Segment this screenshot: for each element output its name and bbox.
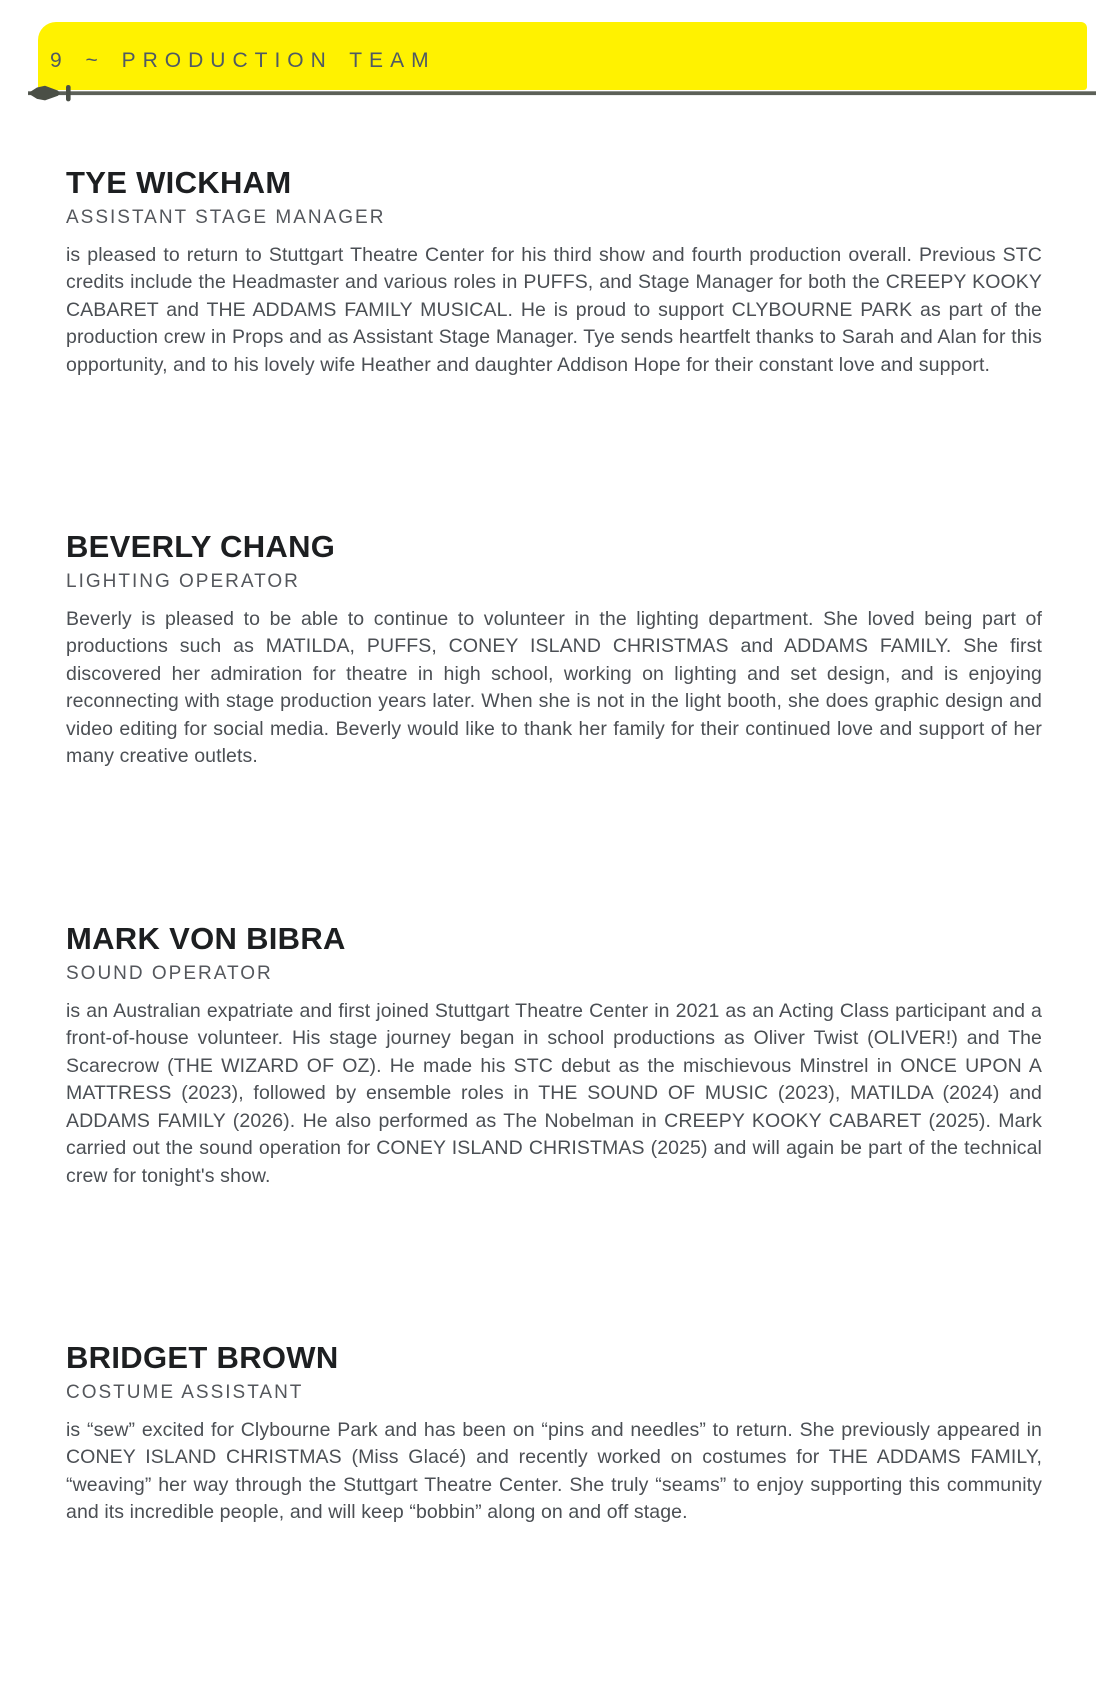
pin-ornament-icon — [66, 85, 71, 101]
bio-name: TYE WICKHAM — [66, 165, 292, 200]
bio-section-beverly-chang — [66, 530, 1042, 771]
bio-list — [66, 166, 1042, 1527]
bio-section-mark-von-bibra — [66, 922, 1042, 1190]
header-rule — [28, 82, 1096, 104]
page-header-banner — [38, 22, 1087, 90]
bio-text: is “sew” excited for Clybourne Park and has been on “pins and needles” to return. She previously appeared in CONEY ISLAND CHRISTMAS (Miss Glacé) and recently worked on costumes for THE ADDAMS FAMILY, “weaving” her way through the Stuttgart Theatre Center. She truly “seams” to enjoy supporting this community and its incredible people, and will keep “bobbin” along on and off stage. — [66, 1418, 1042, 1524]
bio-role: COSTUME ASSISTANT — [66, 1381, 304, 1403]
page-header-title: 9 ~ PRODUCTION TEAM — [50, 49, 436, 72]
rule-line — [28, 91, 1096, 95]
header-rule-graphic — [28, 82, 1096, 104]
bio-role: SOUND OPERATOR — [66, 962, 273, 984]
bio-text: Beverly is pleased to be able to continue to volunteer in the lighting department. She loved being part of productions such as MATILDA, PUFFS, CONEY ISLAND CHRISTMAS and ADDAMS FAMILY. She first discovered her admiration for theatre in high school, working on lighting and set design, and is enjoying reconnecting with stage production years later. When she is not in the light booth, she does graphic design and video editing for social media. Beverly would like to thank her family for their continued love and support of her many creative outlets. — [66, 607, 1042, 768]
bio-text: is pleased to return to Stuttgart Theatre Center for his third show and fourth production overall. Previous STC credits include the Headmaster and various roles in PUFFS, and Stage Manager for both the CREEPY KOOKY CABARET and THE ADDAMS FAMILY MUSICAL. He is proud to support CLYBOURNE PARK as part of the production crew in Props and as Assistant Stage Manager. Tye sends heartfelt thanks to Sarah and Alan for this opportunity, and to his lovely wife Heather and daughter Addison Hope for their constant love and support. — [66, 243, 1042, 376]
bio-name: BEVERLY CHANG — [66, 529, 336, 565]
bio-name: MARK VON BIBRA — [66, 920, 346, 956]
bio-text: is an Australian expatriate and first joined Stuttgart Theatre Center in 2021 as an Acting Class participant and a front-of-house volunteer. His stage journey began in school productions as Oliver Twist (OLIVER!) and The Scarecrow (THE WIZARD OF OZ). He made his STC debut as the mischievous Minstrel in ONCE UPON A MATTRESS (2023), followed by ensemble roles in THE SOUND OF MUSIC (2023), MATILDA (2024) and ADDAMS FAMILY (2026). He also performed as The Nobelman in CREEPY KOOKY CABARET (2025). Mark carried out the sound operation for CONEY ISLAND CHRISTMAS (2025) and will again be part of the technical crew for tonight's show. — [66, 999, 1042, 1187]
bio-section-tye-wickham — [66, 166, 1042, 379]
bio-role: ASSISTANT STAGE MANAGER — [66, 206, 386, 228]
spearhead-ornament-icon — [28, 86, 60, 101]
bio-section-bridget-brown — [66, 1341, 1042, 1527]
bio-name: BRIDGET BROWN — [66, 1340, 339, 1376]
bio-role: LIGHTING OPERATOR — [66, 570, 300, 592]
